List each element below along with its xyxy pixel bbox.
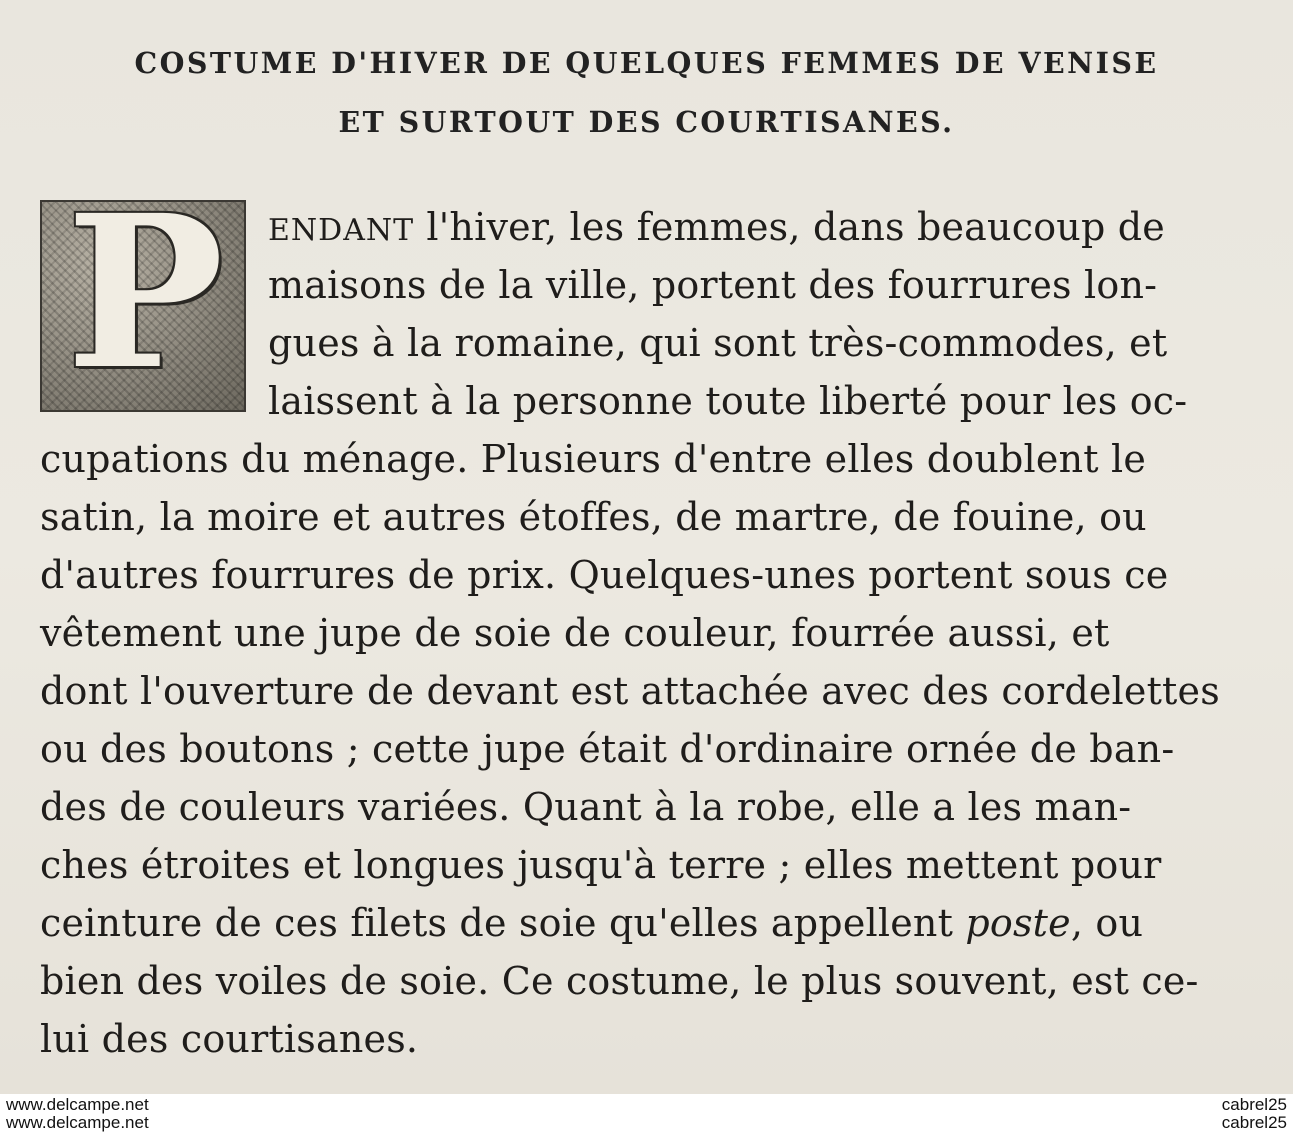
drop-cap-letter: P: [66, 169, 224, 416]
title-line-2: ET SURTOUT DES COURTISANES.: [338, 105, 955, 139]
watermark-bottom-left: www.delcampe.net: [6, 1113, 149, 1132]
body-line-15: lui des courtisanes.: [40, 1017, 419, 1061]
line-1-text: l'hiver, les femmes, dans beaucoup de: [414, 205, 1165, 249]
body-line-1: [268, 205, 1165, 249]
body-line-4: laissent à la personne toute liberté pour les oc-: [268, 379, 1188, 423]
ornamental-drop-cap: [40, 169, 246, 416]
body-line-3: gues à la romaine, qui sont très-commodes, et: [268, 321, 1168, 365]
watermark-top-left: www.delcampe.net: [6, 1095, 149, 1114]
body-line-2: maisons de la ville, portent des fourrures lon-: [268, 263, 1158, 307]
body-line-8: vêtement une jupe de soie de couleur, fourrée aussi, et: [40, 611, 1110, 655]
body-line-7: d'autres fourrures de prix. Quelques-unes portent sous ce: [40, 553, 1169, 597]
body-line-5: cupations du ménage. Plusieurs d'entre elles doublent le: [40, 437, 1147, 481]
body-line-14: bien des voiles de soie. Ce costume, le plus souvent, est ce-: [40, 959, 1199, 1003]
line-13-tail: , ou: [1070, 901, 1144, 945]
italic-word-poste: poste: [965, 901, 1071, 945]
body-line-9: dont l'ouverture de devant est attachée avec des cordelettes: [40, 669, 1220, 713]
line-13-text: ceinture de ces filets de soie qu'elles appellent: [40, 901, 966, 945]
body-line-6: satin, la moire et autres étoffes, de martre, de fouine, ou: [40, 495, 1147, 539]
body-line-12: ches étroites et longues jusqu'à terre ; elles mettent pour: [40, 843, 1162, 887]
watermark-bottom-right: cabrel25: [1221, 1113, 1287, 1132]
watermark-top-right: cabrel25: [1221, 1095, 1287, 1114]
first-word-small-caps: ENDANT: [268, 213, 415, 248]
body-line-13: [40, 901, 1144, 945]
title-line-1: COSTUME D'HIVER DE QUELQUES FEMMES DE VENISE: [134, 46, 1159, 80]
watermark-bar: [0, 1094, 1293, 1132]
body-line-11: des de couleurs variées. Quant à la robe, elle a les man-: [40, 785, 1132, 829]
body-line-10: ou des boutons ; cette jupe était d'ordinaire ornée de ban-: [40, 727, 1175, 771]
